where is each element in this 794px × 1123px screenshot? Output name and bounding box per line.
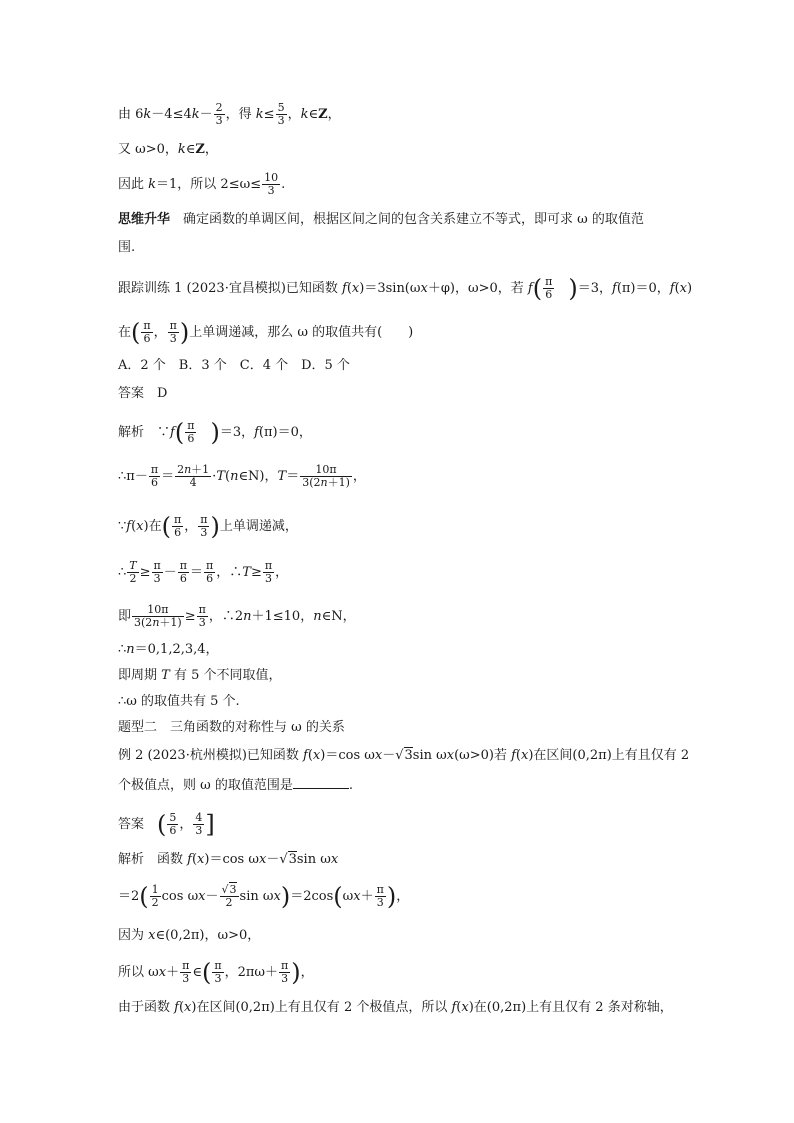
line-20: 个极值点，则 ω 的取值范围是 .: [118, 778, 354, 793]
line-02: 又 ω>0，k∈Z，: [118, 142, 218, 157]
line-22: 解析 函数 f(x)＝cos ωx－√3sin ωx: [118, 852, 339, 867]
line-05: 围.: [118, 240, 136, 255]
line-03: 因此 k＝1，所以 2≤ω≤ $\frac{10}{3}$ .: [118, 171, 286, 197]
line-08: A．2 个 B．3 个 C．4 个 D．5 个: [118, 358, 350, 373]
line-14: 即 $\frac{10\pi}{3(2n+1)}$ ≥ $\frac{\pi}{3}$ ，∴2n＋1≤10，n∈N，: [118, 603, 356, 629]
line-01: 由 6k－4≤4k－ $\frac{2}{3}$ ，得 k≤ $\frac{5}{3}$ ，k∈Z，: [118, 101, 341, 127]
answer-blank: [293, 776, 349, 789]
line-04: 思维升华 确定函数的单调区间，根据区间之间的包含关系建立不等式，即可求 ω 的取值范: [118, 212, 644, 227]
line-16: 即周期 T 有 5 个不同取值，: [118, 668, 282, 683]
line-26: 由于函数 f(x)在区间(0,2π)上有且仅有 2 个极值点，所以 f(x)在(0,2π)上有且仅有 2 条对称轴，: [118, 1000, 673, 1015]
summary-label: 思维升华: [118, 212, 171, 227]
line-25: 所以 ωx＋ $\frac{\pi}{3}$ ∈( $\frac{\pi}{3}$ ，2πω＋ $\frac{\pi}{3}$ )，: [118, 958, 314, 987]
section-heading: 题型二 三角函数的对称性与 ω 的关系: [118, 720, 345, 735]
line-13: ∴ $\frac{T}{2}$ ≥ $\frac{\pi}{3}$ － $\frac{\pi}{6}$ ＝ $\frac{\pi}{6}$ ，∴T≥ $\frac{\pi}{3}$ ，: [118, 559, 289, 585]
line-12: ∵f(x)在( $\frac{\pi}{6}$ ， $\frac{\pi}{3}$ )上单调递减，: [118, 512, 298, 541]
line-10: 解析 ∵f( $\frac{\pi}{6}$ )＝3，f(π)＝0，: [118, 418, 312, 447]
line-07: 在( $\frac{\pi}{6}$ ， $\frac{\pi}{3}$ )上单调递减，那么 ω 的取值共有( ): [118, 318, 414, 347]
line-23: ＝2( $\frac{1}{2}$ cos ωx－ $\frac{√3}{2}$ sin ωx)＝2cos(ωx＋ $\frac{\pi}{3}$ )，: [118, 882, 410, 911]
line-09: 答案 D: [118, 386, 168, 401]
line-06: 跟踪训练 1 (2023·宜昌模拟)已知函数 f(x)＝3sin(ωx＋φ)，ω>0，若 f( $\frac{\pi}{6}$ )＝3，f(π)＝0，f(x): [118, 274, 693, 303]
line-19: 例 2 (2023·杭州模拟)已知函数 f(x)＝cos ωx－√3sin ωx(ω>0)若 f(x)在区间(0,2π)上有且仅有 2: [118, 748, 690, 763]
line-21: 答案 ( $\frac{5}{6}$ ， $\frac{4}{3}$ ]: [118, 810, 215, 839]
line-15: ∴n＝0,1,2,3,4，: [118, 642, 219, 657]
line-24: 因为 x∈(0,2π)，ω>0，: [118, 928, 261, 943]
line-17: ∴ω 的取值共有 5 个.: [118, 694, 240, 709]
line-11: ∴π－ $\frac{\pi}{6}$ ＝ $\frac{2n+1}{4}$ ·T(n∈N)，T＝ $\frac{10\pi}{3(2n+1)}$ ，: [118, 463, 366, 489]
